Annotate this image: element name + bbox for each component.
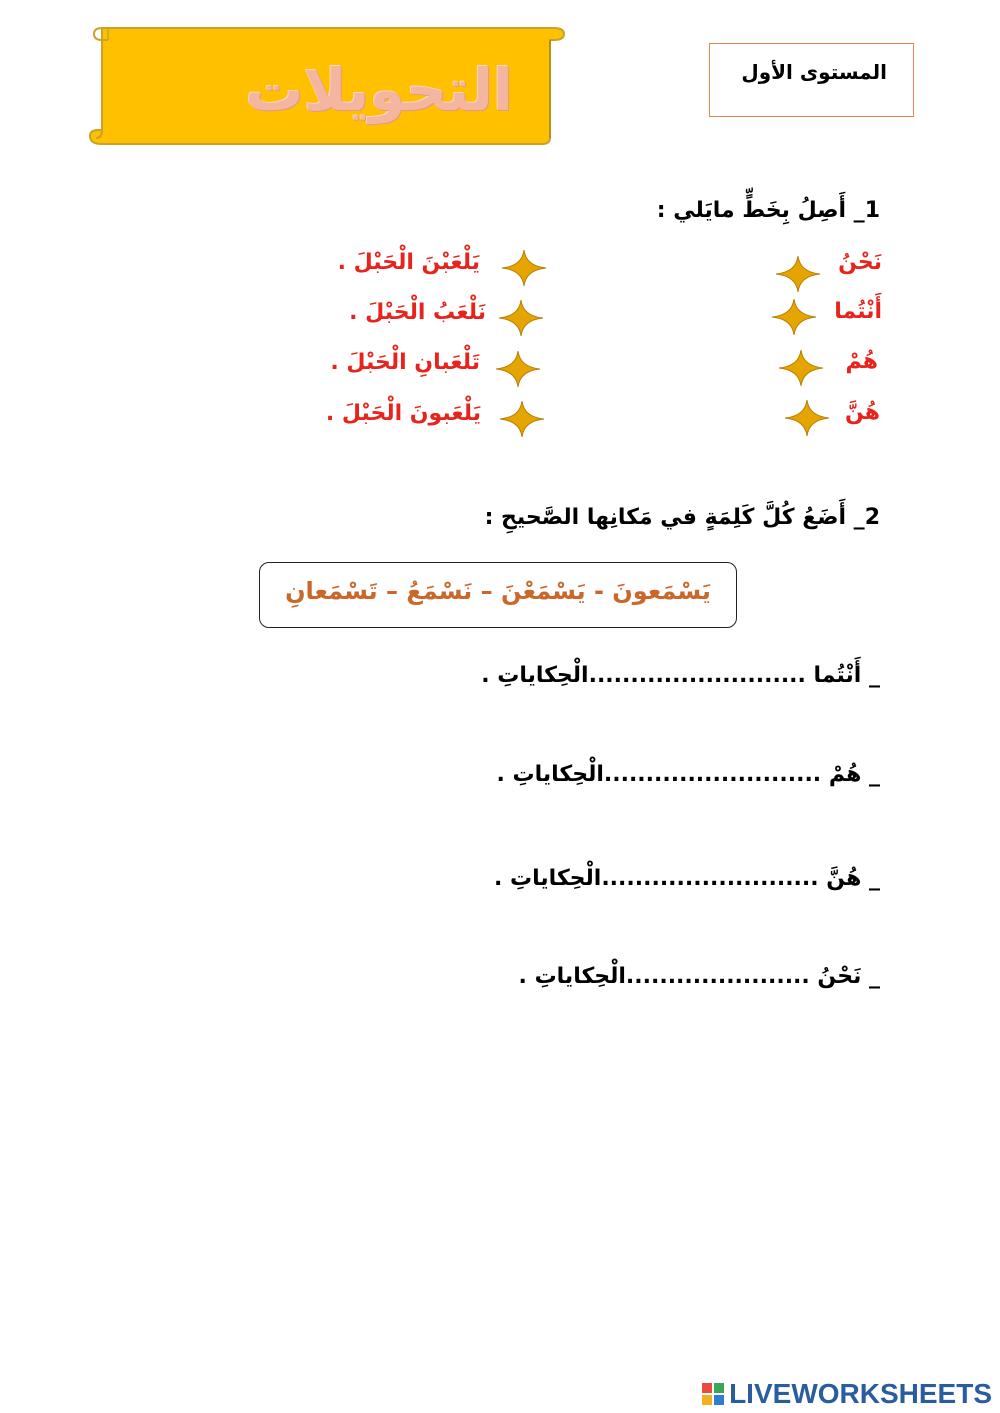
star-icon[interactable] <box>498 399 546 439</box>
title-banner <box>84 22 568 150</box>
pronoun-item[interactable]: نَحْنُ <box>838 250 882 275</box>
footer-brand <box>701 1378 992 1410</box>
exercise1-heading: 1_ أَصِلُ بِخَطٍّ مايَلي : <box>656 198 880 223</box>
star-icon[interactable] <box>500 248 548 288</box>
word-bank-box <box>259 562 737 628</box>
star-icon[interactable] <box>777 348 825 388</box>
fill-in-line[interactable]: _ أَنْتُما ..........................الْحِكاياتِ . <box>481 663 880 688</box>
sentence-item[interactable]: يَلْعَبْنَ الْحَبْلَ . <box>337 250 480 275</box>
star-icon[interactable] <box>497 298 545 338</box>
star-icon[interactable] <box>783 398 831 438</box>
sentence-item[interactable]: نَلْعَبُ الْحَبْلَ . <box>349 300 486 325</box>
word-bank: يَسْمَعونَ - يَسْمَعْنَ – نَسْمَعُ – تَسْمَعانِ <box>285 577 711 605</box>
sentence-item[interactable]: يَلْعَبونَ الْحَبْلَ . <box>325 401 481 426</box>
brand-name: LIVEWORKSHEETS <box>729 1378 992 1409</box>
star-icon[interactable] <box>770 297 818 337</box>
pronoun-item[interactable]: أَنْتُما <box>834 299 882 324</box>
level-label: المستوى الأول <box>741 60 887 84</box>
star-icon[interactable] <box>774 254 822 294</box>
fill-in-line[interactable]: _ نَحْنُ ......................الْحِكاياتِ . <box>518 964 880 989</box>
level-box <box>709 43 914 117</box>
sentence-item[interactable]: تَلْعَبانِ الْحَبْلَ . <box>330 350 480 375</box>
star-icon[interactable] <box>494 349 542 389</box>
pronoun-item[interactable]: هُمْ <box>845 349 878 374</box>
exercise2-heading: 2_ أَضَعُ كُلَّ كَلِمَةٍ في مَكانِها الصَّحيحِ : <box>484 505 880 530</box>
worksheet-title: التحويلات <box>245 56 513 124</box>
pronoun-item[interactable]: هُنَّ <box>844 400 880 425</box>
liveworksheets-logo-icon <box>701 1382 725 1406</box>
fill-in-line[interactable]: _ هُمْ ..........................الْحِكاياتِ . <box>496 762 880 787</box>
fill-in-line[interactable]: _ هُنَّ ..........................الْحِكاياتِ . <box>493 866 880 891</box>
